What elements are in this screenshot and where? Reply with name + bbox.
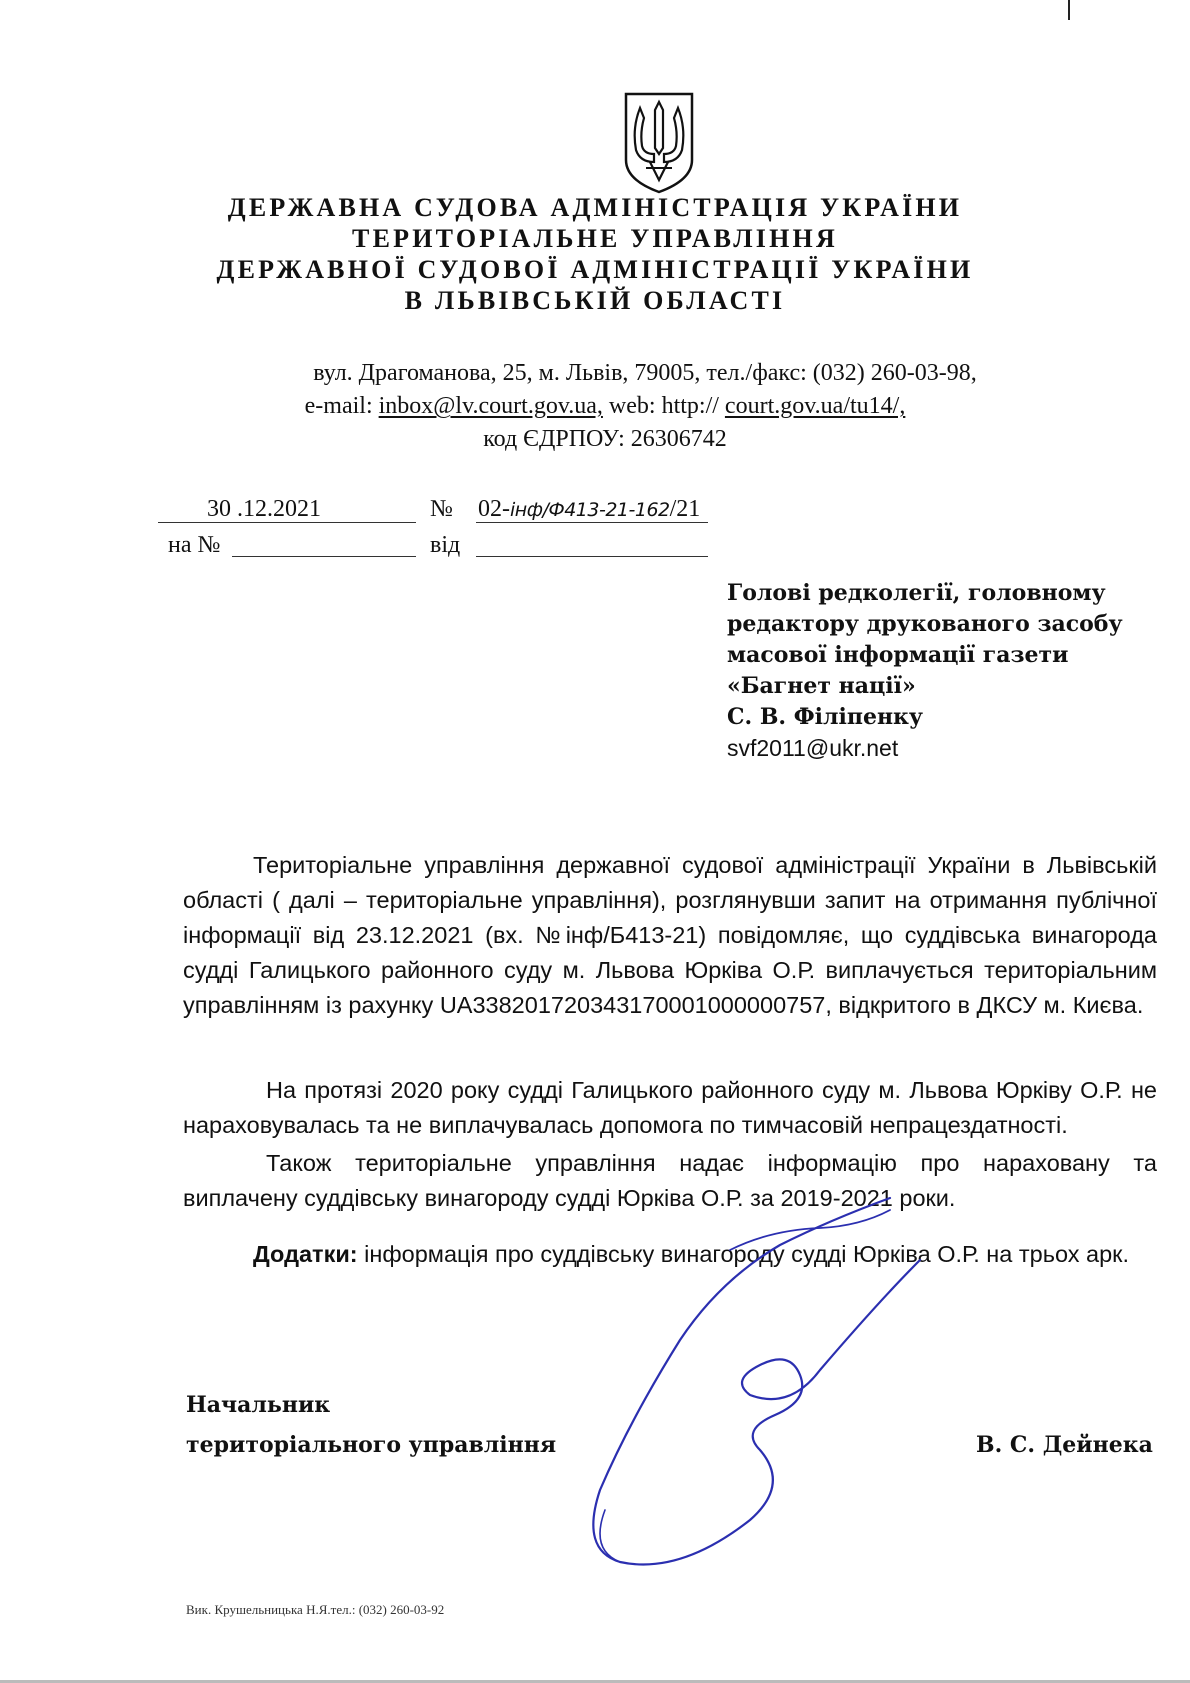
addressee-name: С. В. Філіпенку <box>727 704 924 730</box>
handwritten-signature <box>560 1190 980 1570</box>
number-underline <box>476 522 708 523</box>
signatory-position <box>186 1385 556 1465</box>
header-line-3: ДЕРЖАВНОЇ СУДОВОЇ АДМІНІСТРАЦІЇ УКРАЇНИ <box>216 255 974 284</box>
addressee-email: svf2011@ukr.net <box>727 735 899 761</box>
web-link[interactable]: court.gov.ua/tu14/, <box>724 393 906 419</box>
addressee-line-3: масової інформації газети <box>727 642 1069 668</box>
addressee-line-4: «Багнет нації» <box>727 673 916 699</box>
number-suffix: /21 <box>669 496 701 522</box>
attachments-text: інформація про суддівську винагороду судді Юрківа О.Р. на трьох арк. <box>357 1241 1129 1267</box>
scan-edge-mark <box>1068 0 1070 20</box>
address-line: вул. Драгоманова, 25, м. Львів, 79005, тел./факс: (032) 260-03-98, <box>313 360 977 386</box>
number-prefix: 02- <box>478 496 510 522</box>
addressee-line-1: Голові редколегії, головному <box>727 580 1106 606</box>
date-underline <box>158 522 416 523</box>
trident-emblem-icon <box>620 88 698 196</box>
edrpou-code: код ЄДРПОУ: 26306742 <box>483 426 727 452</box>
handwritten-number: інф/Ф413-21-162 <box>510 499 670 521</box>
web-label: web: http:// <box>602 393 725 419</box>
header-line-1: ДЕРЖАВНА СУДОВА АДМІНІСТРАЦІЯ УКРАЇНИ <box>227 193 963 222</box>
number-label: № <box>430 496 453 522</box>
header-line-4: В ЛЬВІВСЬКІЙ ОБЛАСТІ <box>404 286 786 315</box>
signatory-name: В. С. Дейнека <box>976 1432 1153 1458</box>
attachments-label: Додатки: <box>253 1241 358 1267</box>
ref-date-underline <box>476 556 708 557</box>
outgoing-number <box>478 494 700 525</box>
ref-date-label: від <box>430 532 461 558</box>
body-paragraph-3: Також територіальне управління надає інформацію про нараховану та виплачену суддівську винагороду судді Юрківа О.Р. за 2019-2021 роки. <box>183 1150 1157 1211</box>
position-line-2: територіального управління <box>186 1432 557 1458</box>
email-link[interactable]: inbox@lv.court.gov.ua, <box>378 393 603 419</box>
email-web-line <box>210 390 1000 422</box>
addressee-block <box>727 578 1147 764</box>
position-line-1: Начальник <box>186 1392 331 1418</box>
outgoing-date: 30 .12.2021 <box>207 496 321 522</box>
addressee-line-2: редактору друкованого засобу <box>727 611 1123 637</box>
header-line-2: ТЕРИТОРІАЛЬНЕ УПРАВЛІННЯ <box>352 224 838 253</box>
email-label: e-mail: <box>304 393 379 419</box>
executor-note: Вик. Крушельницька Н.Я.тел.: (032) 260-03-92 <box>186 1602 445 1617</box>
body-paragraph-2: На протязі 2020 року судді Галицького районного суду м. Львова Юрківу О.Р. не нараховувалась та не виплачувалась допомога по тимчасовій непрацездатності. <box>183 1077 1157 1138</box>
body-paragraph-1: Територіальне управління державної судової адміністрації України в Львівській області ( далі – територіальне управління), розглянувши запит на отримання публічної інформації від 23.12.2021 (вх. №інф/Б413-21) повідомляє, що суддівська винагорода судді Галицького районного суду м. Львова Юрківа О.Р. виплачується територіальним управлінням із рахунку UA338201720343170001000000757, відкритого в ДКСУ м. Києва. <box>183 852 1157 1018</box>
ref-number-label: на № <box>168 532 221 558</box>
ref-number-underline <box>232 556 416 557</box>
